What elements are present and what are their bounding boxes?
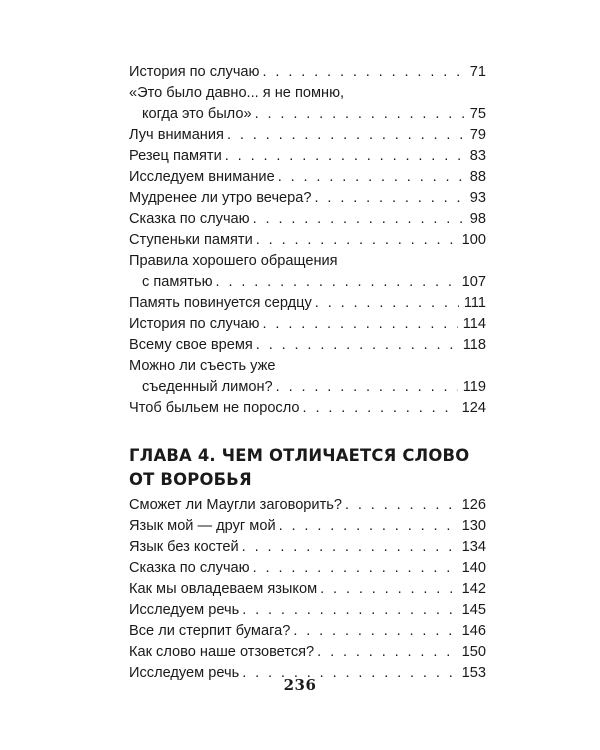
toc-entry-line <box>129 516 486 537</box>
toc-page-number: 114 <box>462 316 486 332</box>
dot-leader <box>255 104 465 125</box>
toc-entry-line <box>129 314 486 335</box>
toc-section-chapter-3 <box>129 62 486 419</box>
toc-page-number: 119 <box>462 379 486 395</box>
toc-page-number: 140 <box>461 560 486 576</box>
toc-entry-line <box>129 579 486 600</box>
toc-page-number: 146 <box>461 623 486 639</box>
toc-entry-line <box>129 104 486 125</box>
toc-entry-line <box>129 558 486 579</box>
toc-entry-title: Исследуем внимание <box>129 169 275 185</box>
toc-page-number: 93 <box>469 190 486 206</box>
dot-leader <box>263 62 465 83</box>
toc-entry-title: Сказка по случаю <box>129 211 250 227</box>
toc-entry-title: Сказка по случаю <box>129 560 250 576</box>
toc-entry-title: Мудренее ли утро вечера? <box>129 190 312 206</box>
toc-entry <box>129 621 486 642</box>
toc-entry-line <box>129 188 486 209</box>
toc-entry-line <box>129 335 486 356</box>
dot-leader <box>320 579 457 600</box>
dot-leader <box>315 293 459 314</box>
toc-page-number: 88 <box>469 169 486 185</box>
toc-entry-title: Все ли стерпит бумага? <box>129 623 291 639</box>
toc-entry <box>129 251 486 293</box>
page-number: 236 <box>283 676 317 694</box>
toc-entry-title: Сможет ли Маугли заговорить? <box>129 497 342 513</box>
toc-entry <box>129 398 486 419</box>
chapter-heading-line: ГЛАВА 4. ЧЕМ ОТЛИЧАЕТСЯ СЛОВО <box>129 446 470 465</box>
toc-entry <box>129 335 486 356</box>
toc-entry <box>129 230 486 251</box>
toc-entry <box>129 209 486 230</box>
toc-entry <box>129 495 486 516</box>
toc-page-number: 150 <box>461 644 486 660</box>
toc-entry-line <box>129 167 486 188</box>
toc-page-number: 124 <box>461 400 486 416</box>
dot-leader <box>256 230 457 251</box>
chapter-heading <box>129 444 486 492</box>
toc-entry-line <box>129 125 486 146</box>
toc-page-number: 130 <box>461 518 486 534</box>
toc-entry <box>129 314 486 335</box>
toc-entry-title: Резец памяти <box>129 148 222 164</box>
dot-leader <box>242 600 456 621</box>
dot-leader <box>345 495 457 516</box>
toc-entry-line <box>129 230 486 251</box>
dot-leader <box>278 167 465 188</box>
dot-leader <box>253 209 465 230</box>
toc-entry <box>129 516 486 537</box>
toc-entry-title: Язык мой — друг мой <box>129 518 276 534</box>
toc-entry-line <box>129 377 486 398</box>
toc-entry-title: Можно ли съесть уже <box>129 358 276 374</box>
toc-section-chapter-4 <box>129 495 486 684</box>
toc-entry-title: Память повинуется сердцу <box>129 295 312 311</box>
dot-leader <box>317 642 456 663</box>
dot-leader <box>253 558 457 579</box>
dot-leader <box>242 537 457 558</box>
toc-entry-line <box>129 272 486 293</box>
toc-page-number: 98 <box>469 211 486 227</box>
toc-entry-line <box>129 600 486 621</box>
toc-entry-title: История по случаю <box>129 316 260 332</box>
toc-entry <box>129 356 486 398</box>
toc-entry <box>129 146 486 167</box>
toc-entry-title: Как слово наше отзовется? <box>129 644 315 660</box>
toc-entry-line <box>129 293 486 314</box>
toc-page-number: 111 <box>463 295 486 311</box>
toc-entry-line <box>129 83 486 104</box>
toc-entry <box>129 579 486 600</box>
toc-entry <box>129 558 486 579</box>
toc-entry <box>129 188 486 209</box>
chapter-heading-line: ОТ ВОРОБЬЯ <box>129 470 252 489</box>
toc-entry-line <box>129 398 486 419</box>
dot-leader <box>293 621 456 642</box>
toc-entry <box>129 293 486 314</box>
toc-entry-title: съеденный лимон? <box>142 379 273 395</box>
toc-page-number: 134 <box>461 539 486 555</box>
toc-page-number: 75 <box>469 106 486 122</box>
toc-entry-title: Чтоб быльем не поросло <box>129 400 300 416</box>
toc-entry-title: Как мы овладеваем языком <box>129 581 318 597</box>
toc-page-number: 71 <box>469 64 486 80</box>
toc-page-number: 83 <box>469 148 486 164</box>
toc-entry-title: «Это было давно... я не помню, <box>129 85 345 101</box>
toc-page-number: 79 <box>469 127 486 143</box>
dot-leader <box>279 516 457 537</box>
table-of-contents <box>129 62 486 684</box>
dot-leader <box>256 335 458 356</box>
toc-entry-line <box>129 621 486 642</box>
toc-entry-title: Правила хорошего обращения <box>129 253 338 269</box>
toc-page-number: 145 <box>461 602 486 618</box>
toc-entry-line <box>129 209 486 230</box>
toc-entry <box>129 125 486 146</box>
toc-entry-title: Ступеньки памяти <box>129 232 253 248</box>
toc-entry-line <box>129 62 486 83</box>
dot-leader <box>276 377 458 398</box>
toc-entry-line <box>129 251 486 272</box>
toc-entry-title: Луч внимания <box>129 127 224 143</box>
toc-page-number: 107 <box>461 274 486 290</box>
toc-entry-title: с памятью <box>142 274 213 290</box>
toc-entry-line <box>129 146 486 167</box>
dot-leader <box>303 398 457 419</box>
toc-entry-title: Исследуем речь <box>129 665 240 681</box>
toc-entry <box>129 62 486 83</box>
toc-entry-title: Язык без костей <box>129 539 239 555</box>
toc-entry-line <box>129 642 486 663</box>
toc-page-number: 153 <box>461 665 486 681</box>
toc-entry-line <box>129 495 486 516</box>
toc-entry-line <box>129 537 486 558</box>
dot-leader <box>263 314 458 335</box>
dot-leader <box>225 146 465 167</box>
toc-page-number: 126 <box>461 497 486 513</box>
toc-entry-title: История по случаю <box>129 64 260 80</box>
toc-entry <box>129 167 486 188</box>
toc-entry <box>129 642 486 663</box>
toc-page-number: 142 <box>461 581 486 597</box>
toc-entry <box>129 600 486 621</box>
toc-entry-line <box>129 356 486 377</box>
toc-entry-title: Исследуем речь <box>129 602 240 618</box>
toc-page-number: 118 <box>462 337 486 353</box>
toc-entry <box>129 83 486 125</box>
dot-leader <box>216 272 457 293</box>
toc-page-number: 100 <box>461 232 486 248</box>
dot-leader <box>315 188 465 209</box>
toc-entry <box>129 537 486 558</box>
toc-entry-title: когда это было» <box>142 106 252 122</box>
toc-entry-title: Всему свое время <box>129 337 253 353</box>
dot-leader <box>227 125 465 146</box>
